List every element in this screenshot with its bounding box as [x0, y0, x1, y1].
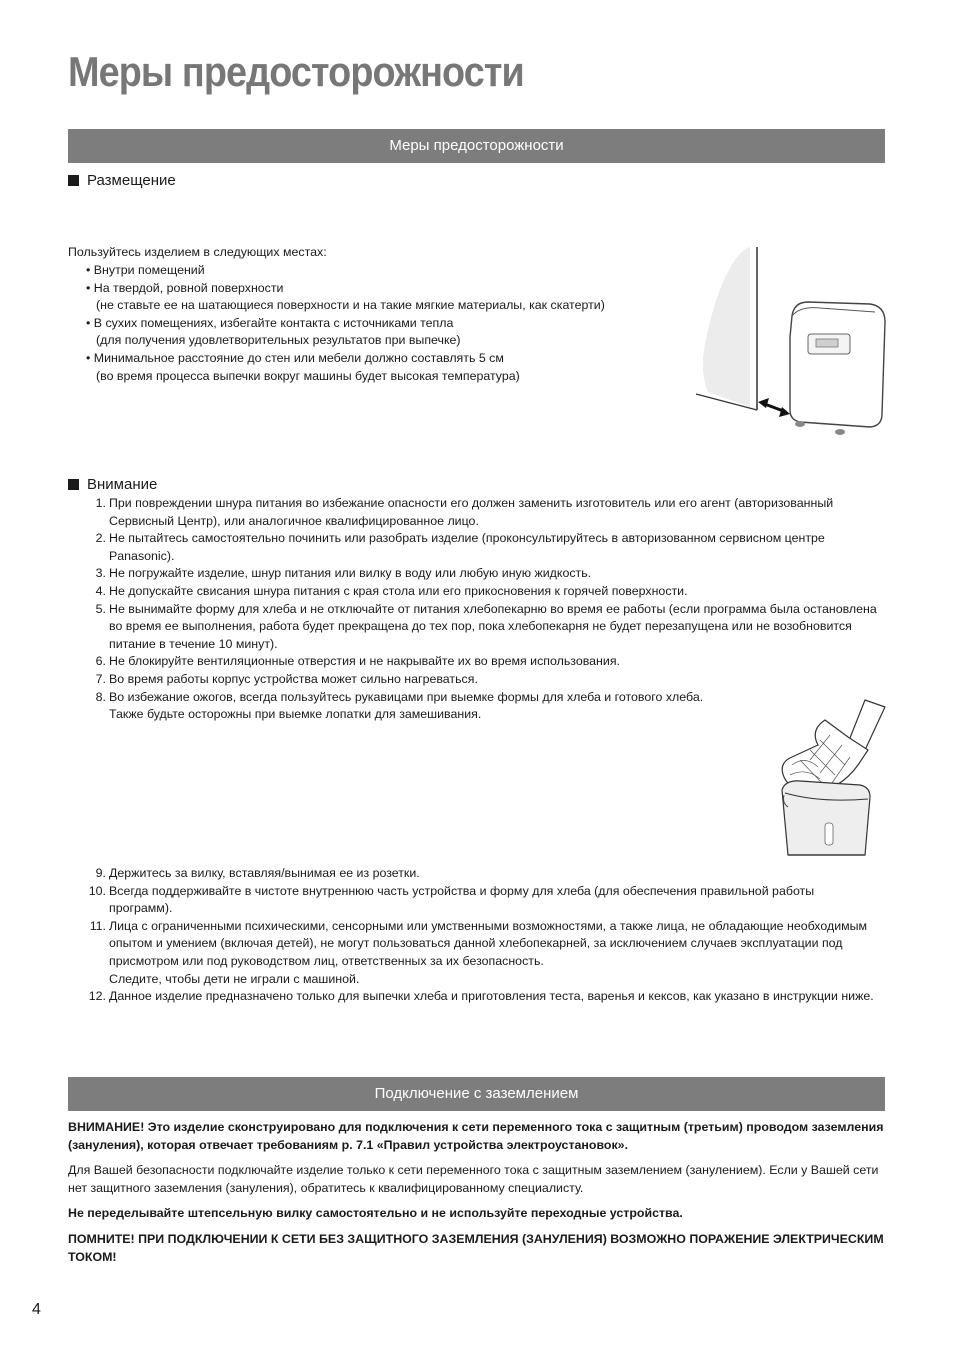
attention-item-number: 1.	[95, 496, 106, 510]
attention-item	[68, 495, 878, 530]
attention-item-text: Данное изделие предназначено только для выпечки хлеба и приготовления теста, варенья и кексов, как указано в инструкции ниже.	[109, 989, 874, 1004]
square-bullet-icon	[68, 479, 79, 490]
breadmaker-foot	[835, 429, 845, 435]
placement-item	[86, 262, 605, 280]
placement-list	[86, 262, 605, 385]
attention-item-text-extra: Следите, чтобы дети не играли с машиной.	[109, 971, 360, 986]
attention-item-text: При повреждении шнура питания во избежание опасности его должен заменить изготовитель или его агент (авторизованный Сервисный Центр), или аналогичное квалифицированное лицо.	[109, 496, 834, 528]
attention-item-number: 3.	[95, 566, 106, 581]
attention-item	[68, 601, 878, 654]
attention-item-text: Во время работы корпус устройства может сильно нагреваться.	[109, 671, 478, 686]
attention-item-number: 7.	[95, 671, 106, 686]
attention-item-text: Не допускайте свисания шнура питания с края стола или его прикосновения к горячей поверхности.	[109, 583, 688, 598]
attention-item-text: Во избежание ожогов, всегда пользуйтесь рукавицами при выемке формы для хлеба и готового хлеба.	[109, 689, 704, 704]
page-title: Меры предосторожности	[68, 48, 524, 95]
attention-item-number: 8.	[95, 689, 106, 704]
attention-item-number: 11.	[89, 918, 106, 933]
attention-item-number: 9.	[95, 866, 106, 880]
placement-item-text: • Внутри помещений	[86, 263, 205, 277]
attention-item	[68, 583, 878, 601]
grounding-plug-warning: Не переделывайте штепсельную вилку самостоятельно и не используйте переходные устройства.	[68, 1206, 683, 1221]
placement-item-note: (для получения удовлетворительных результатов при выпечке)	[96, 333, 461, 348]
attention-list	[68, 495, 878, 724]
wall-shadow	[703, 247, 750, 407]
attention-item-text: Держитесь за вилку, вставляя/вынимая ее из розетки.	[109, 866, 420, 880]
placement-item-text: • Минимальное расстояние до стен или мебели должно составлять 5 см	[86, 350, 504, 365]
attention-item	[68, 689, 878, 724]
breadmaker-foot	[795, 421, 805, 427]
placement-item	[86, 280, 605, 315]
section-bar-precautions: Меры предосторожности	[68, 129, 885, 163]
attention-item-number: 10.	[88, 883, 106, 898]
attention-item-text: Не блокируйте вентиляционные отверстия и не накрывайте их во время использования.	[109, 654, 620, 669]
attention-item	[68, 988, 878, 1006]
attention-item-text-extra: Также будьте осторожны при выемке лопатки для замешивания.	[109, 707, 482, 722]
square-bullet-icon	[68, 175, 79, 186]
attention-heading-label: Внимание	[87, 476, 158, 493]
placement-heading	[68, 172, 176, 189]
placement-item	[86, 350, 605, 385]
pan-slot	[825, 823, 833, 845]
attention-item	[68, 530, 878, 565]
grounding-warning: ВНИМАНИЕ! Это изделие сконструировано для подключения к сети переменного тока с защитным (третьим) проводом заземления (зануления), которая отвечает требованиям р. 7.1 «Правил устройства электроустановок».	[68, 1120, 884, 1152]
attention-item-number: 6.	[95, 654, 106, 669]
grounding-shock-warning: ПОМНИТЕ! ПРИ ПОДКЛЮЧЕНИИ К СЕТИ БЕЗ ЗАЩИТНОГО ЗАЗЕМЛЕНИЯ (ЗАНУЛЕНИЯ) ВОЗМОЖНО ПОРАЖЕНИЕ ЭЛЕКТРИЧЕСКИМ ТОКОМ!	[68, 1231, 884, 1264]
attention-item	[68, 865, 878, 883]
placement-item-text: • В сухих помещениях, избегайте контакта с источниками тепла	[86, 315, 454, 330]
placement-item-note: (не ставьте ее на шатающиеся поверхности и на такие мягкие материалы, как скатерти)	[96, 298, 605, 313]
attention-item-text: Всегда поддерживайте в чистоте внутреннюю часть устройства и форму для хлеба (для обеспечения правильной работы программ).	[109, 883, 815, 916]
attention-item	[68, 565, 878, 583]
attention-item	[68, 883, 878, 918]
breadmaker-wall-illustration	[690, 242, 890, 442]
attention-item-text: Не погружайте изделие, шнур питания или вилку в воду или любую иную жидкость.	[109, 566, 592, 581]
attention-item-text: Не вынимайте форму для хлеба и не отключайте от питания хлебопекарню во время ее работы (если программа была остановлена во время ее выполнения, работа будет прекращена до тех пор, пока хлебопекарня не будет перезапущена или не возобновится питание в течение 10 минут).	[109, 601, 877, 651]
attention-heading	[68, 476, 157, 493]
attention-item-text: Не пытайтесь самостоятельно починить или разобрать изделие (проконсультируйтесь в авторизованном сервисном центре Panasonic).	[109, 531, 825, 563]
page-number: 4	[32, 1301, 41, 1318]
placement-item	[86, 315, 605, 350]
placement-item-text: • На твердой, ровной поверхности	[86, 280, 284, 295]
placement-intro: Пользуйтесь изделием в следующих местах:	[68, 245, 327, 259]
attention-item	[68, 918, 878, 988]
attention-item-number: 5.	[95, 601, 106, 616]
section-bar-grounding: Подключение с заземлением	[68, 1077, 885, 1111]
grounding-instruction: Для Вашей безопасности подключайте изделие только к сети переменного тока с защитным заземлением (занулением). Если у Вашей сети нет защитного заземления (зануления), обратитесь к квалифицированному специалисту.	[68, 1163, 879, 1195]
attention-item-number: 2.	[95, 531, 106, 546]
breadmaker-body	[790, 302, 885, 427]
attention-list-continued	[68, 865, 878, 1006]
placement-item-note: (во время процесса выпечки вокруг машины будет высокая температура)	[96, 368, 520, 383]
display-screen	[816, 339, 838, 347]
grounding-text	[68, 1119, 885, 1274]
attention-item-number: 4.	[95, 583, 106, 598]
oven-mitt-illustration	[770, 695, 890, 860]
attention-item-text: Лица с ограниченными психическими, сенсорными или умственными возможностями, а также лица, не обладающие необходимым опытом и умением (включая детей), не могут пользоваться данной хлебопекарней, за исключением случаев эксплуатации под присмотром или под руководством лиц, ответственных за их безопасность.	[109, 918, 868, 968]
placement-heading-label: Размещение	[87, 172, 176, 189]
attention-item-number: 12.	[88, 989, 106, 1004]
attention-item	[68, 671, 878, 689]
attention-item	[68, 653, 878, 671]
